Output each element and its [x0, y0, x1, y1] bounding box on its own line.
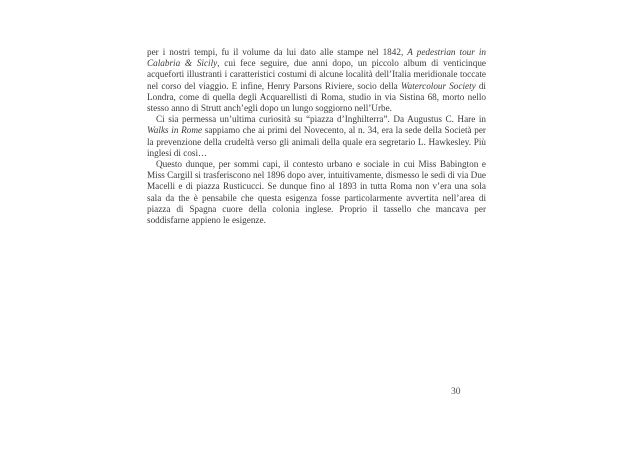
italic-title: Watercolour Society	[400, 80, 476, 91]
text-run: di Londra, come di quella degli Acquarellisti di Roma, studio in via Sistina 68, morto nello stesso anno di Strutt anch’egli dopo un lungo soggiorno nell’Urbe.	[147, 80, 486, 114]
paragraph	[147, 114, 486, 159]
body-text	[147, 47, 486, 226]
italic-title: A pedestrian tour in Calabria & Sicily	[147, 47, 486, 69]
text-run: Questo dunque, per sommi capi, il contesto urbano e sociale in cui Miss Babington e Miss Cargill si trasferiscono nel 1896 dopo aver, intuitivamente, dismesso le sedi di via Due Macelli e di piazza Rusticucci. Se dunque fino al 1893 in tutta Roma non v’era una sola sala da the è pensabile che questa esigenza fosse particolarmente avvertita nell’area di piazza di Spagna cuore della colonia inglese. Proprio il tassello che mancava per soddisfarne appieno le esigenze.	[147, 159, 486, 226]
text-run: Ci sia permessa un’ultima curiosità su “piazza d’Inghilterra”. Da Augustus C. Hare in	[156, 114, 486, 125]
text-run: sappiamo che ai primi del Novecento, al n. 34, era la sede della Società per la prevenzione della crudeltà verso gli animali della quale era segretario L. Hawkesley. Più inglesi di così…	[147, 125, 486, 158]
paragraph	[147, 159, 486, 226]
scan-mark	[470, 389, 482, 395]
text-run: per i nostri tempi, fu il volume da lui dato alle stampe nel 1842,	[147, 47, 408, 57]
italic-title: Walks in Rome	[147, 125, 203, 136]
text-run: , cui fece seguire, due anni dopo, un piccolo album di venticinque acqueforti illustranti i caratteristici costumi di alcune località dell’Italia meridionale toccate nel corso del viaggio. E infine, Henry Parsons Riviere, socio della	[147, 58, 486, 91]
paragraph	[147, 47, 486, 114]
page-number: 30	[451, 387, 461, 397]
